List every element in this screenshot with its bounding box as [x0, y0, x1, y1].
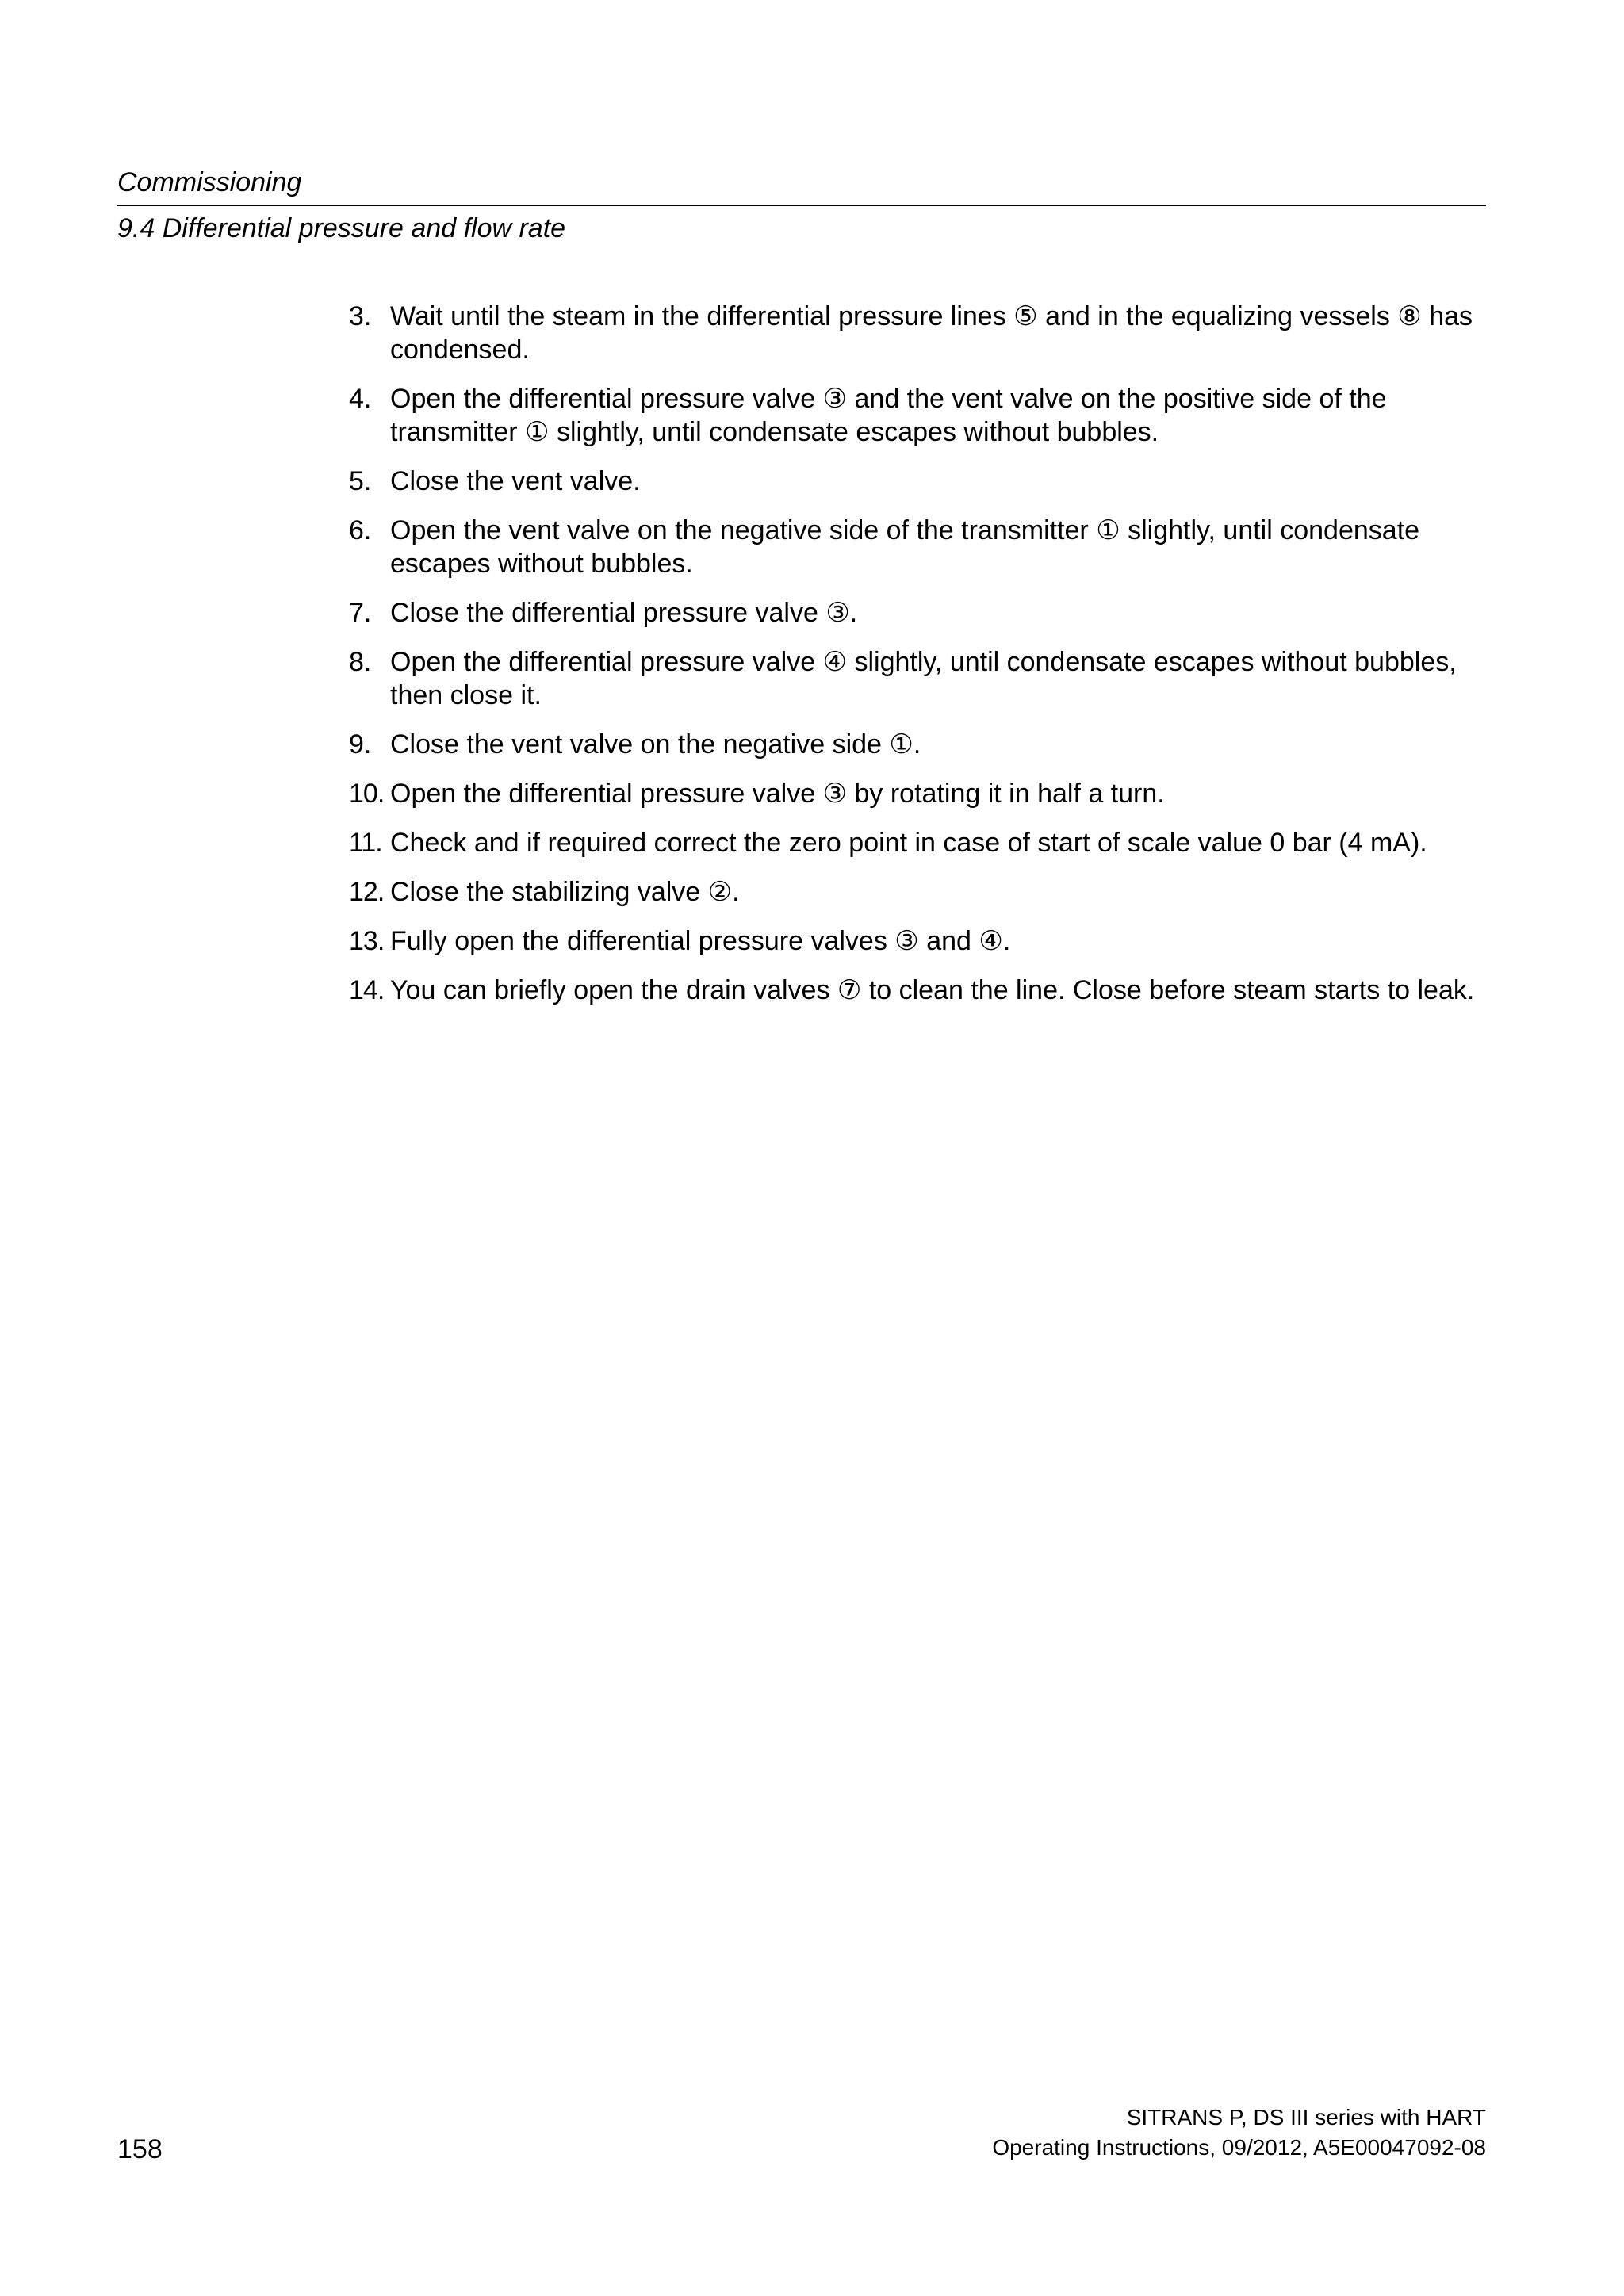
- step-text: Close the stabilizing valve ②.: [390, 877, 740, 907]
- step-text: Open the differential pressure valve ③ and the vent valve on the positive side of the transmitter ① slightly, until condensate escapes without bubbles.: [390, 384, 1387, 447]
- step-item: [349, 596, 1491, 629]
- step-text: You can briefly open the drain valves ⑦ to clean the line. Close before steam starts to leak.: [390, 975, 1475, 1005]
- step-text: Close the vent valve.: [390, 466, 641, 496]
- step-item: [349, 777, 1491, 810]
- step-text: Open the differential pressure valve ④ slightly, until condensate escapes without bubbles, then close it.: [390, 647, 1457, 710]
- step-text: Wait until the steam in the differential pressure lines ⑤ and in the equalizing vessels ⑧ has condensed.: [390, 301, 1473, 365]
- footer-product: SITRANS P, DS III series with HART: [1126, 2105, 1486, 2130]
- step-number: 14.: [349, 975, 385, 1005]
- step-number: 9.: [349, 729, 372, 760]
- step-text: Close the vent valve on the negative side ①.: [390, 729, 921, 760]
- footer-document: Operating Instructions, 09/2012, A5E00047092-08: [992, 2135, 1486, 2160]
- step-item: [349, 924, 1491, 958]
- step-text: Open the vent valve on the negative side of the transmitter ① slightly, until condensate escapes without bubbles.: [390, 515, 1420, 579]
- step-text: Fully open the differential pressure valves ③ and ④.: [390, 926, 1011, 956]
- step-number: 10.: [349, 779, 385, 809]
- step-number: 7.: [349, 598, 372, 628]
- step-number: 5.: [349, 466, 372, 496]
- step-text: Check and if required correct the zero point in case of start of scale value 0 bar (4 mA).: [390, 828, 1427, 858]
- footer-document-info: [992, 2103, 1486, 2163]
- step-number: 8.: [349, 647, 372, 677]
- step-number: 13.: [349, 926, 385, 956]
- step-item: [349, 826, 1491, 859]
- step-text: Close the differential pressure valve ③.: [390, 598, 858, 628]
- step-item: [349, 514, 1491, 580]
- step-item: [349, 465, 1491, 498]
- step-number: 4.: [349, 384, 372, 414]
- step-item: [349, 645, 1491, 712]
- chapter-title: Commissioning: [117, 165, 1486, 206]
- step-number: 3.: [349, 301, 372, 331]
- step-item: [349, 875, 1491, 909]
- step-text: Open the differential pressure valve ③ by rotating it in half a turn.: [390, 779, 1165, 809]
- step-number: 11.: [349, 828, 382, 858]
- page-number: 158: [117, 2134, 163, 2164]
- step-item: [349, 728, 1491, 761]
- step-item: [349, 382, 1491, 449]
- section-title: 9.4 Differential pressure and flow rate: [117, 213, 566, 243]
- step-item: [349, 974, 1491, 1007]
- step-number: 12.: [349, 877, 385, 907]
- running-header: [117, 165, 1486, 246]
- step-item: [349, 300, 1491, 366]
- procedure-steps: [349, 300, 1491, 1023]
- step-number: 6.: [349, 515, 372, 545]
